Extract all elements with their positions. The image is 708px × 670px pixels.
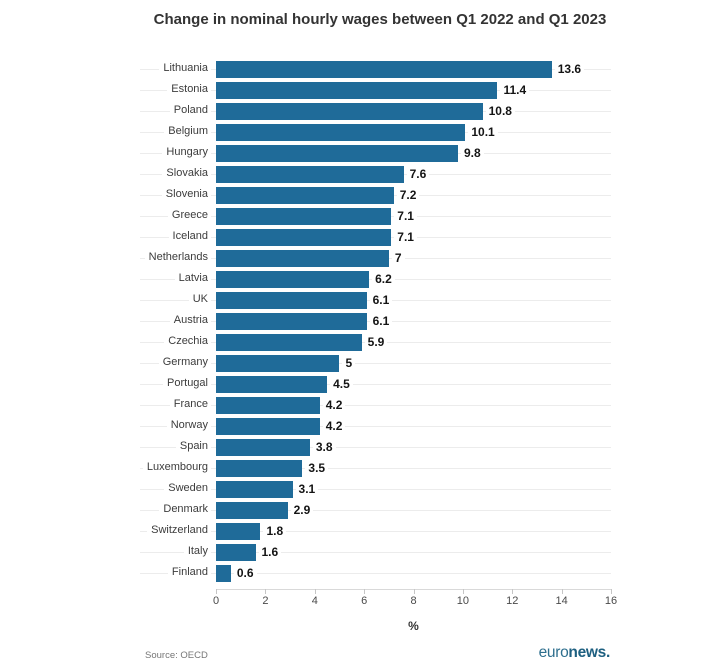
category-label: Iceland [169,229,211,244]
x-axis-tick-mark [463,589,464,594]
value-label: 3.5 [305,461,328,475]
category-label: Italy [184,544,211,559]
value-label: 11.4 [500,83,529,97]
bar [216,439,310,456]
value-label: 4.5 [330,377,353,391]
category-label: Austria [170,313,211,328]
value-label: 9.8 [461,146,484,160]
value-label: 2.9 [291,503,314,517]
category-label: Czechia [164,334,211,349]
x-axis-tick-mark [216,589,217,594]
bar [216,334,362,351]
x-axis-tick-mark [265,589,266,594]
value-label: 4.2 [323,398,346,412]
bar [216,82,497,99]
x-axis-tick-label: 16 [604,595,618,607]
value-label: 7.6 [407,167,430,181]
bar [216,229,391,246]
category-label: Estonia [167,82,211,97]
x-axis-tick-mark [562,589,563,594]
logo-text-news: news. [568,644,610,661]
value-label: 5.9 [365,335,388,349]
category-label: Hungary [162,145,211,160]
logo-text-euro: euro [538,644,569,661]
x-axis-tick-label: 0 [212,595,220,607]
chart-title: Change in nominal hourly wages between Q1 2022 and Q1 2023 [153,11,607,28]
category-label: UK [189,292,211,307]
value-label: 7.2 [397,188,420,202]
bar [216,397,320,414]
value-label: 3.1 [296,482,319,496]
bar [216,313,367,330]
value-label: 3.8 [313,440,336,454]
category-label: Greece [168,208,211,223]
category-label: Latvia [175,271,211,286]
bar [216,502,288,519]
x-axis-tick-mark [512,589,513,594]
x-axis-tick-mark [414,589,415,594]
bar [216,208,391,225]
bar [216,376,327,393]
category-label: Poland [170,103,211,118]
category-label: Slovakia [162,166,211,181]
x-axis-tick-label: 6 [361,595,368,607]
value-label: 7.1 [394,209,417,223]
bar [216,460,302,477]
bar [216,166,404,183]
bar [216,103,483,120]
category-label: Portugal [163,376,211,391]
bar [216,124,465,141]
bar [216,523,260,540]
value-label: 5 [342,356,355,370]
value-label: 13.6 [555,62,584,76]
x-axis-tick-mark [364,589,365,594]
bar [216,271,369,288]
category-label: Finland [168,565,211,580]
bar [216,145,458,162]
bar [216,355,339,372]
bar [216,250,389,267]
value-label: 6.2 [372,272,395,286]
x-axis-tick-mark [611,589,612,594]
value-label: 1.6 [259,545,282,559]
source-note: Source: OECD [145,650,208,661]
x-axis-tick-label: 8 [410,595,417,607]
category-label: Lithuania [159,61,211,76]
bar [216,544,256,561]
category-label: Belgium [164,124,211,139]
value-label: 7 [392,251,405,265]
bar [216,187,394,204]
x-axis-tick-label: 12 [506,595,519,607]
category-label: Netherlands [145,250,211,265]
value-label: 1.8 [263,524,286,538]
x-axis-tick-label: 14 [555,595,568,607]
value-label: 0.6 [234,566,257,580]
bar [216,565,231,582]
value-label: 4.2 [323,419,346,433]
category-label: Luxembourg [143,460,211,475]
bar [216,481,293,498]
bar [216,418,320,435]
value-label: 6.1 [370,314,393,328]
value-label: 10.8 [486,104,515,118]
value-label: 7.1 [394,230,417,244]
category-label: Norway [167,418,211,433]
category-label: France [170,397,211,412]
euronews-logo [539,644,610,662]
value-label: 6.1 [370,293,393,307]
category-label: Switzerland [147,523,211,538]
x-axis-tick-label: 4 [311,595,318,607]
x-axis-title: % [408,619,419,633]
category-label: Spain [176,439,211,454]
x-axis-tick-mark [315,589,316,594]
category-label: Denmark [159,502,211,517]
bar [216,292,367,309]
category-label: Germany [159,355,211,370]
bar [216,61,552,78]
x-axis-tick-label: 10 [456,595,469,607]
category-label: Sweden [164,481,211,496]
category-label: Slovenia [162,187,211,202]
x-axis-tick-label: 2 [262,595,269,607]
value-label: 10.1 [468,125,497,139]
